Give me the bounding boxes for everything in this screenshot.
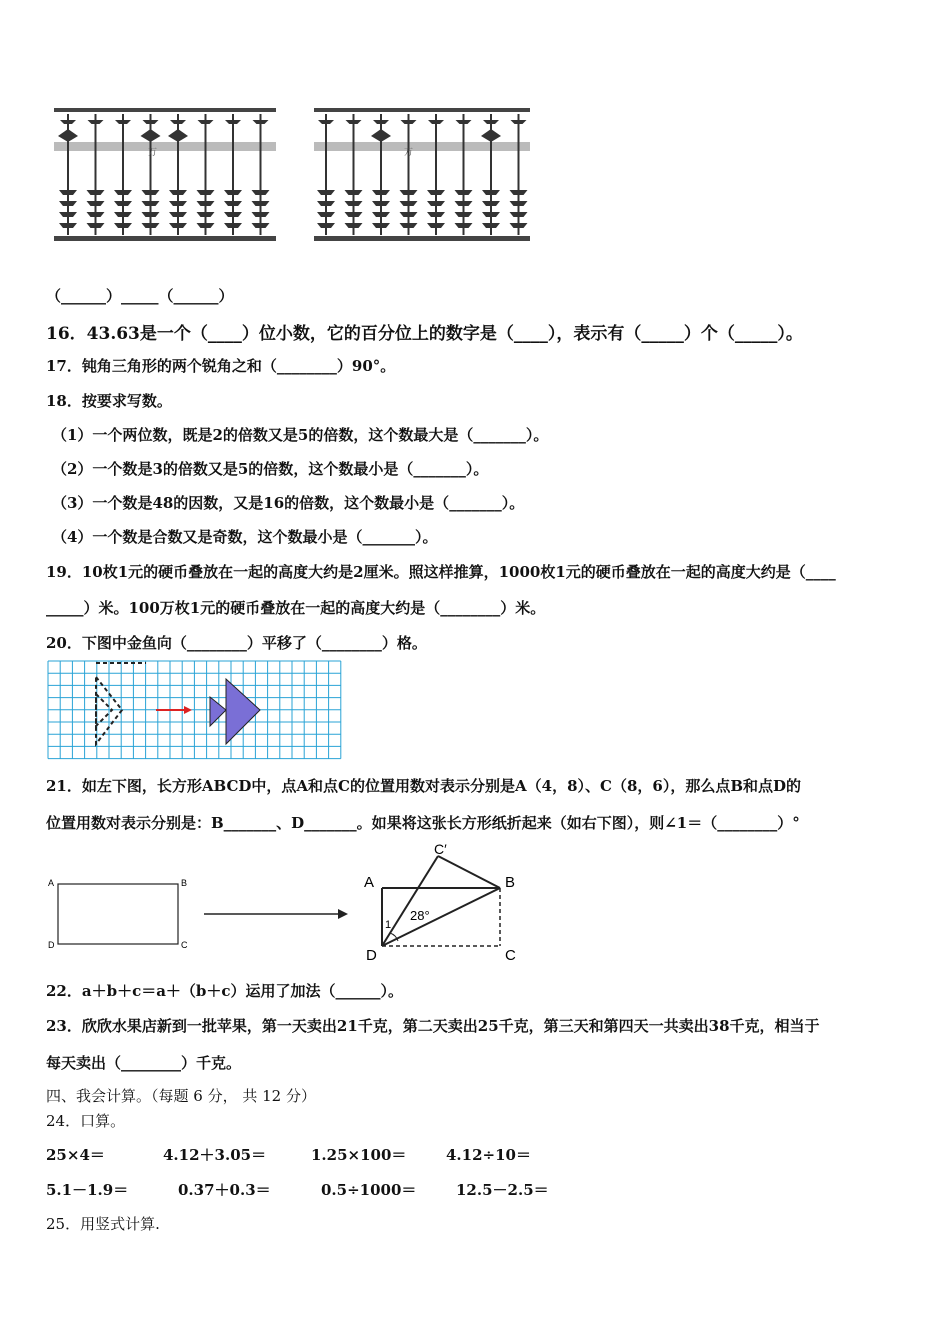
question-23-line1: 23．欣欣水果店新到一批苹果，第一天卖出21千克，第二天卖出25千克，第三天和第四天一共卖出38千克，相当于	[46, 1017, 820, 1035]
fold-label-d: D	[366, 947, 377, 964]
calc-r1-c2: 4.12＋3.05＝	[163, 1146, 267, 1164]
question-16: 16．43.63是一个（____）位小数，它的百分位上的数字是（____），表示有（_____）个（_____）。	[46, 324, 803, 344]
question-18-title: 18．按要求写数。	[46, 392, 172, 410]
fold-angle-1: 1	[385, 919, 392, 931]
question-21-line2: 位置用数对表示分别是：B_______、D_______。如果将这张长方形纸折起来（如右下图），则∠1＝（________）°	[46, 814, 800, 832]
rect-label-b: B	[181, 878, 188, 888]
question-20: 20．下图中金鱼向（________）平移了（________）格。	[46, 634, 427, 652]
section-4-title: 四、我会计算。（每题 6 分， 共 12 分）	[46, 1087, 316, 1105]
abacus-2	[312, 102, 534, 246]
abacus-1	[52, 102, 280, 246]
calc-r2-c3: 0.5÷1000＝	[321, 1181, 417, 1199]
fold-label-b: B	[505, 874, 516, 891]
abacus2-unit-label: 万	[404, 147, 414, 157]
calc-r2-c2: 0.37＋0.3＝	[178, 1181, 271, 1199]
folded-rectangle	[360, 840, 530, 966]
calc-r2-c1: 5.1－1.9＝	[46, 1181, 129, 1199]
rect-label-c: C	[181, 940, 188, 950]
rect-label-d: D	[48, 940, 55, 950]
abacus-answer-line: （______）_____（______）	[46, 287, 234, 305]
fold-label-c-prime: C′	[434, 841, 447, 857]
calc-r1-c4: 4.12÷10＝	[446, 1146, 531, 1164]
question-19-line1: 19．10枚1元的硬币叠放在一起的高度大约是2厘米。照这样推算，1000枚1元的硬币叠放在一起的高度大约是（____	[46, 563, 836, 581]
calc-r1-c1: 25×4＝	[46, 1146, 105, 1164]
abacus1-unit-label: 万	[148, 147, 158, 157]
fold-angle-28: 28°	[410, 908, 430, 923]
fold-label-c: C	[505, 947, 516, 964]
translation-grid	[46, 659, 346, 762]
fold-label-a: A	[364, 874, 375, 891]
question-18-3: （3）一个数是48的因数，又是16的倍数，这个数最小是（_______）。	[52, 494, 525, 512]
question-21-line1: 21．如左下图，长方形ABCD中，点A和点C的位置用数对表示分别是A（4，8）、C（8，6），那么点B和点D的	[46, 777, 802, 795]
question-23-line2: 每天卖出（________）千克。	[46, 1054, 242, 1072]
rect-label-a: A	[48, 878, 55, 888]
question-22: 22．a＋b＋c＝a＋（b＋c）运用了加法（______）。	[46, 982, 404, 1000]
question-18-1: （1）一个两位数，既是2的倍数又是5的倍数，这个数最大是（_______）。	[52, 426, 549, 444]
question-17: 17．钝角三角形的两个锐角之和（________）90°。	[46, 357, 396, 375]
calc-r1-c3: 1.25×100＝	[311, 1146, 407, 1164]
question-19-line2: _____）米。100万枚1元的硬币叠放在一起的高度大约是（________）米。	[46, 599, 546, 617]
question-18-2: （2）一个数是3的倍数又是5的倍数，这个数最小是（_______）。	[52, 460, 489, 478]
question-25-title: 25．用竖式计算.	[46, 1215, 160, 1233]
calc-r2-c4: 12.5－2.5＝	[456, 1181, 549, 1199]
rectangle-abcd	[46, 872, 356, 962]
question-18-4: （4）一个数是合数又是奇数，这个数最小是（_______）。	[52, 528, 438, 546]
question-24-title: 24．口算。	[46, 1112, 126, 1130]
